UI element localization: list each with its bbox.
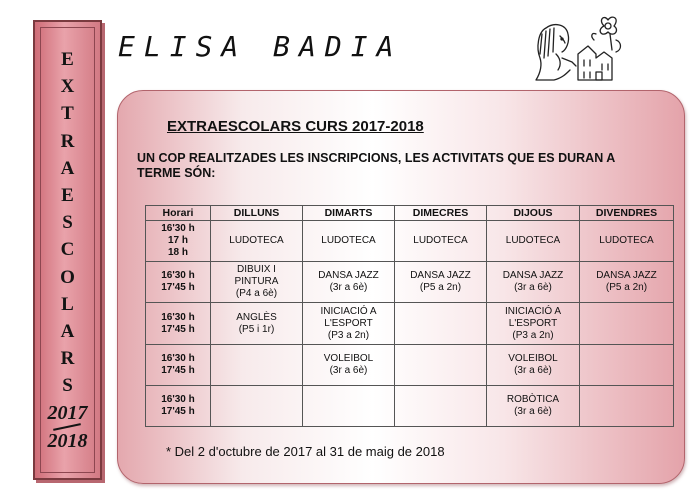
- banner-letter: R: [60, 348, 75, 370]
- activity-cell: [303, 386, 395, 427]
- hour-line: 17'45 h: [161, 365, 195, 376]
- column-header: DILLUNS: [211, 206, 303, 221]
- hour-line: 16'30 h: [161, 270, 195, 281]
- activity-cell: [580, 386, 674, 427]
- table-row: [146, 386, 674, 427]
- hour-line: 16'30 h: [161, 311, 195, 323]
- banner-letter: R: [60, 130, 75, 152]
- activity-line: ROBÒTICA: [506, 394, 560, 405]
- banner-letter: S: [62, 212, 73, 234]
- activity-line: VOLEIBOL: [323, 353, 374, 364]
- column-header: DIMARTS: [303, 206, 395, 221]
- activity-cell: [580, 262, 674, 303]
- table-row: [146, 345, 674, 386]
- activity-cell: [487, 345, 580, 386]
- activity-line: (3r a 6è): [514, 365, 552, 376]
- activity-cell: [580, 221, 674, 262]
- activities-schedule-table: [145, 205, 674, 427]
- activity-cell: [395, 345, 487, 386]
- banner-letter: X: [60, 76, 75, 98]
- hour-line: 17'45 h: [161, 323, 195, 335]
- activity-cell: [487, 221, 580, 262]
- schedule-hours-cell: [146, 386, 211, 427]
- activity-line: (3r a 6è): [329, 282, 368, 293]
- page-title: EXTRAESCOLARS CURS 2017-2018: [167, 118, 424, 135]
- table-row: [146, 262, 674, 303]
- activity-line: LUDOTECA: [321, 235, 376, 246]
- activity-line: (3r a 6è): [514, 282, 552, 293]
- banner-letter: T: [61, 103, 74, 125]
- activity-line: (P4 a 6è): [235, 288, 278, 299]
- activity-line: VOLEIBOL: [508, 353, 558, 364]
- table-row: [146, 221, 674, 262]
- activity-line: DANSA JAZZ: [502, 270, 564, 281]
- activity-cell: [580, 303, 674, 345]
- activity-line: (3r a 6è): [329, 365, 368, 376]
- activity-cell: [395, 386, 487, 427]
- school-name: ELISA BADIA: [118, 30, 403, 63]
- activity-cell: [303, 345, 395, 386]
- activity-line: LUDOTECA: [505, 235, 561, 246]
- activity-line: (P3 a 2n): [327, 329, 370, 341]
- footnote: * Del 2 d'octubre de 2017 al 31 de maig de 2018: [166, 444, 445, 459]
- activity-cell: [487, 262, 580, 303]
- hour-line: 18 h: [167, 247, 188, 258]
- activity-line: DANSA JAZZ: [596, 270, 657, 281]
- activity-line: DIBUIX I: [237, 264, 276, 275]
- activity-cell: [395, 221, 487, 262]
- banner-letter: L: [61, 293, 74, 315]
- banner-letters: [35, 46, 100, 400]
- activity-cell: [303, 221, 395, 262]
- hour-line: 17'45 h: [161, 282, 195, 293]
- children-playing-school-logo-icon: [532, 14, 624, 86]
- hour-line: 16'30 h: [161, 394, 195, 405]
- banner-year-start: 2017: [47, 402, 88, 424]
- hour-line: 16'30 h: [161, 223, 195, 234]
- column-header: DIMECRES: [395, 206, 487, 221]
- activity-cell: [211, 262, 303, 303]
- activity-line: ANGLÈS: [236, 311, 277, 323]
- activity-cell: [487, 386, 580, 427]
- schedule-hours-cell: [146, 262, 211, 303]
- table-body: [146, 221, 674, 427]
- table-row: [146, 303, 674, 345]
- schedule-hours-cell: [146, 345, 211, 386]
- activity-cell: [211, 303, 303, 345]
- activity-cell: [211, 386, 303, 427]
- banner-letter: O: [60, 266, 75, 288]
- activity-line: DANSA JAZZ: [318, 270, 379, 281]
- banner-letter: E: [61, 185, 74, 207]
- activity-line: LUDOTECA: [599, 235, 654, 246]
- banner-letter: A: [60, 157, 75, 179]
- banner-letter: E: [61, 49, 74, 70]
- activity-cell: [211, 221, 303, 262]
- activity-line: (P3 a 2n): [512, 329, 554, 341]
- activity-line: LUDOTECA: [413, 235, 468, 246]
- activity-cell: [580, 345, 674, 386]
- activity-line: L'ESPORT: [508, 317, 558, 329]
- intro-text: UN COP REALITZADES LES INSCRIPCIONS, LES ACTIVITATS QUE ES DURAN A TERME SÓN:: [137, 151, 615, 180]
- activity-cell: [395, 303, 487, 345]
- column-header: Horari: [146, 206, 211, 221]
- activity-line: L'ESPORT: [324, 317, 373, 329]
- activity-line: (P5 a 2n): [605, 282, 648, 293]
- activity-line: (P5 i 1r): [238, 323, 275, 335]
- column-header: DIJOUS: [487, 206, 580, 221]
- extraescolars-banner: [33, 20, 102, 480]
- activity-line: DANSA JAZZ: [410, 270, 471, 281]
- table-header-row: [146, 206, 674, 221]
- banner-letter: S: [62, 375, 73, 397]
- column-header: DIVENDRES: [580, 206, 674, 221]
- schedule-hours-cell: [146, 221, 211, 262]
- activity-line: PINTURA: [234, 276, 279, 287]
- activity-line: (3r a 6è): [514, 406, 552, 417]
- activity-cell: [487, 303, 580, 345]
- activity-cell: [303, 262, 395, 303]
- hour-line: 17'45 h: [161, 406, 195, 417]
- activity-cell: [395, 262, 487, 303]
- banner-year-end: 2018: [47, 430, 88, 452]
- activity-cell: [211, 345, 303, 386]
- hour-line: 17 h: [167, 235, 188, 246]
- hour-line: 16'30 h: [161, 353, 195, 364]
- activity-line: INICIACIÓ A: [504, 305, 562, 317]
- activity-line: LUDOTECA: [229, 235, 284, 246]
- banner-letter: A: [60, 321, 75, 343]
- activity-cell: [303, 303, 395, 345]
- schedule-hours-cell: [146, 303, 211, 345]
- activity-line: INICIACIÓ A: [320, 305, 377, 317]
- banner-letter: C: [60, 239, 75, 261]
- activity-line: (P5 a 2n): [419, 282, 462, 293]
